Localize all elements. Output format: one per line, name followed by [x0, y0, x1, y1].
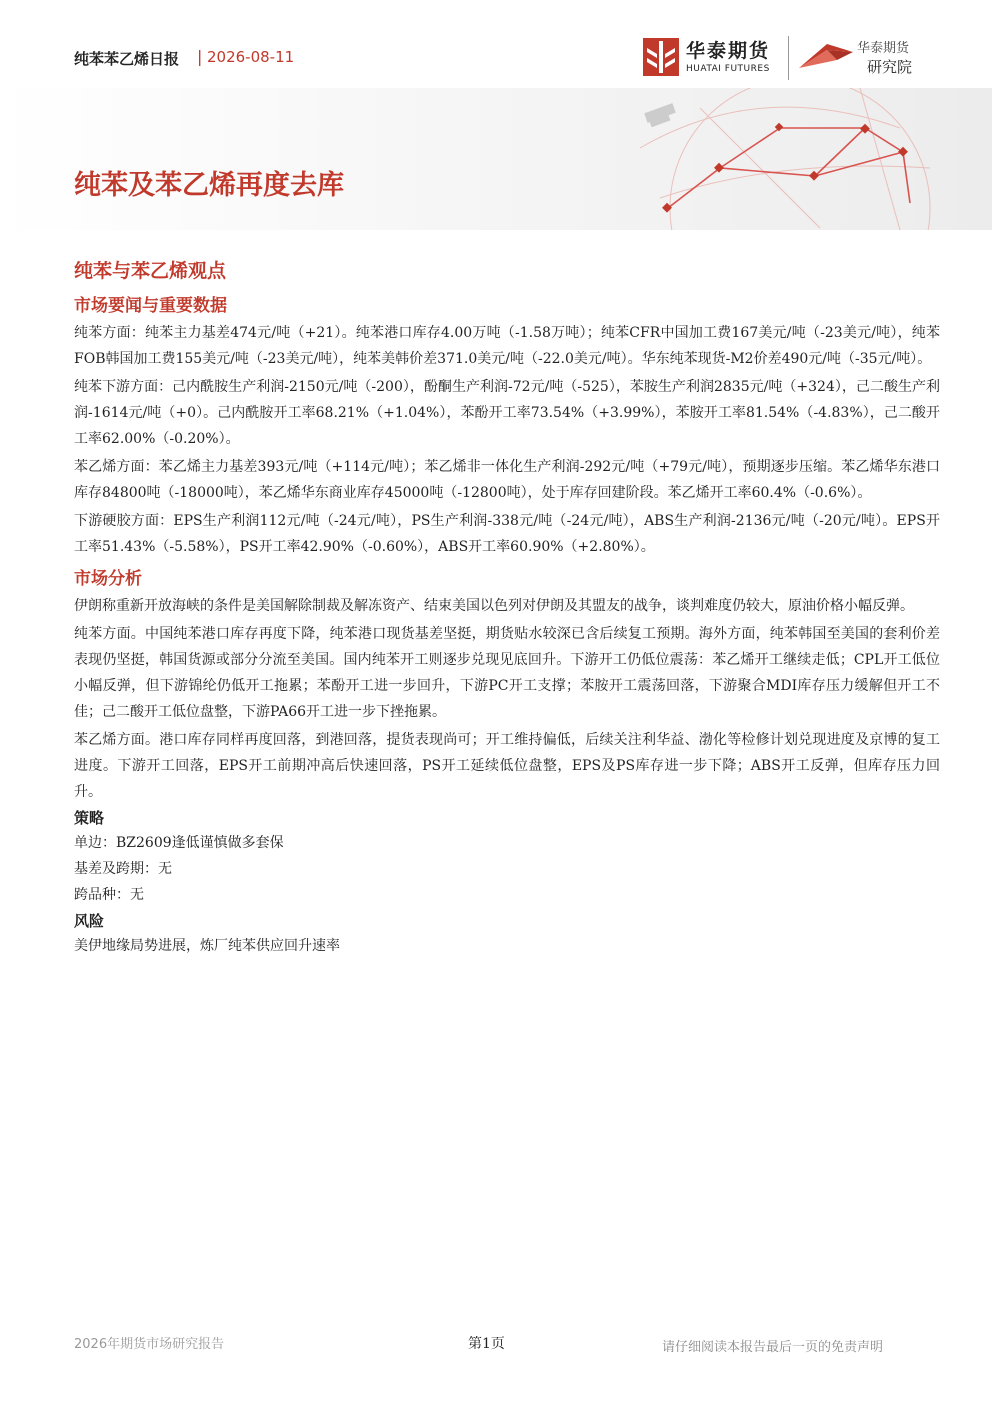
disclaimer-note: 请仔细阅读本报告最后一页的免责声明	[662, 1340, 884, 1355]
footer-report-series: 2026年期货市场研究报告	[74, 1337, 225, 1352]
analysis-paragraph: 伊朗称重新开放海峡的条件是美国解除制裁及解冻资产、结束美国以色列对伊朗及其盟友的战争，谈判难度仍较大，原油价格小幅反弹。	[74, 598, 914, 614]
logo-cn: 华泰期货	[686, 40, 771, 62]
strategy-heading: 策略	[74, 809, 105, 827]
institute-name-bottom: 研究院	[867, 58, 913, 76]
risk-text: 美伊地缘局势进展，炼厂纯苯供应回升速率	[74, 938, 340, 954]
banner-network-graphic-icon	[0, 88, 992, 230]
section-title: 纯苯与苯乙烯观点	[74, 260, 227, 282]
strategy-line: 跨品种：无	[74, 887, 144, 903]
header-separator: |	[197, 47, 203, 66]
strategy-line: 基差及跨期：无	[74, 861, 172, 877]
news-paragraph: 纯苯下游方面：己内酰胺生产利润-2150元/吨（-200），酚酮生产利润-72元/吨（-525），苯胺生产利润2835元/吨（+324），己二酸生产利润-1614元/吨（+0）。己内酰胺开工率68.21%（+1.04%），苯酚开工率73.54%（+3.99%），苯胺开工率81.54%（-4.83%），己二酸开工率62.00%（-0.20%）。	[74, 379, 940, 447]
institute-mark-icon	[797, 38, 855, 76]
news-paragraph: 纯苯方面：纯苯主力基差474元/吨（+21）。纯苯港口库存4.00万吨（-1.58万吨）；纯苯CFR中国加工费167美元/吨（-23美元/吨），纯苯FOB韩国加工费155美元/吨（-23美元/吨），纯苯美韩价差371.0美元/吨（-22.0美元/吨）。华东纯苯现货-M2价差490元/吨（-35元/吨）。	[74, 325, 940, 367]
huatai-logo-icon	[643, 38, 679, 76]
title-banner	[0, 88, 992, 230]
page-number: 第1页	[468, 1336, 505, 1352]
page-header	[0, 0, 992, 90]
news-paragraph: 苯乙烯方面：苯乙烯主力基差393元/吨（+114元/吨）；苯乙烯非一体化生产利润-292元/吨（+79元/吨），预期逐步压缩。苯乙烯华东港口库存84800吨（-18000吨），苯乙烯华东商业库存45000吨（-12800吨），处于库存回建阶段。苯乙烯开工率60.4%（-0.6%）。	[74, 459, 940, 501]
report-name: 纯苯苯乙烯日报	[74, 50, 180, 68]
logo-en: HUATAI FUTURES	[686, 64, 770, 74]
report-title: 纯苯及苯乙烯再度去库	[74, 170, 344, 201]
analysis-heading: 市场分析	[74, 569, 142, 589]
logo-divider	[788, 36, 789, 80]
institute-name-top: 华泰期货	[857, 41, 910, 56]
news-heading: 市场要闻与重要数据	[74, 296, 227, 316]
strategy-line: 单边：BZ2609逢低谨慎做多套保	[74, 835, 284, 851]
risk-heading: 风险	[74, 912, 105, 930]
analysis-paragraph: 纯苯方面。中国纯苯港口库存再度下降，纯苯港口现货基差坚挺，期货贴水较深已含后续复工预期。海外方面，纯苯韩国至美国的套利价差表现仍坚挺，韩国货源或部分分流至美国。国内纯苯开工则逐步兑现见底回升。下游开工仍低位震荡：苯乙烯开工继续走低；CPL开工低位小幅反弹，但下游锦纶仍低开工拖累；苯酚开工进一步回升，下游PC开工支撑；苯胺开工震荡回落，下游聚合MDI库存压力缓解但开工不佳；己二酸开工低位盘整，下游PA66开工进一步下挫拖累。	[74, 626, 940, 720]
report-date: 2026-08-11	[207, 48, 295, 66]
report-body	[74, 256, 940, 959]
analysis-paragraph: 苯乙烯方面。港口库存同样再度回落，到港回落，提货表现尚可；开工维持偏低，后续关注利华益、渤化等检修计划兑现进度及京博的复工进度。下游开工回落，EPS开工前期冲高后快速回落，PS开工延续低位盘整，EPS及PS库存进一步下降；ABS开工反弹，但库存压力回升。	[74, 732, 940, 800]
news-paragraph: 下游硬胶方面：EPS生产利润112元/吨（-24元/吨），PS生产利润-338元/吨（-24元/吨），ABS生产利润-2136元/吨（-20元/吨）。EPS开工率51.43%（-5.58%），PS开工率42.90%（-0.60%），ABS开工率60.90%（+2.80%）。	[74, 513, 940, 555]
